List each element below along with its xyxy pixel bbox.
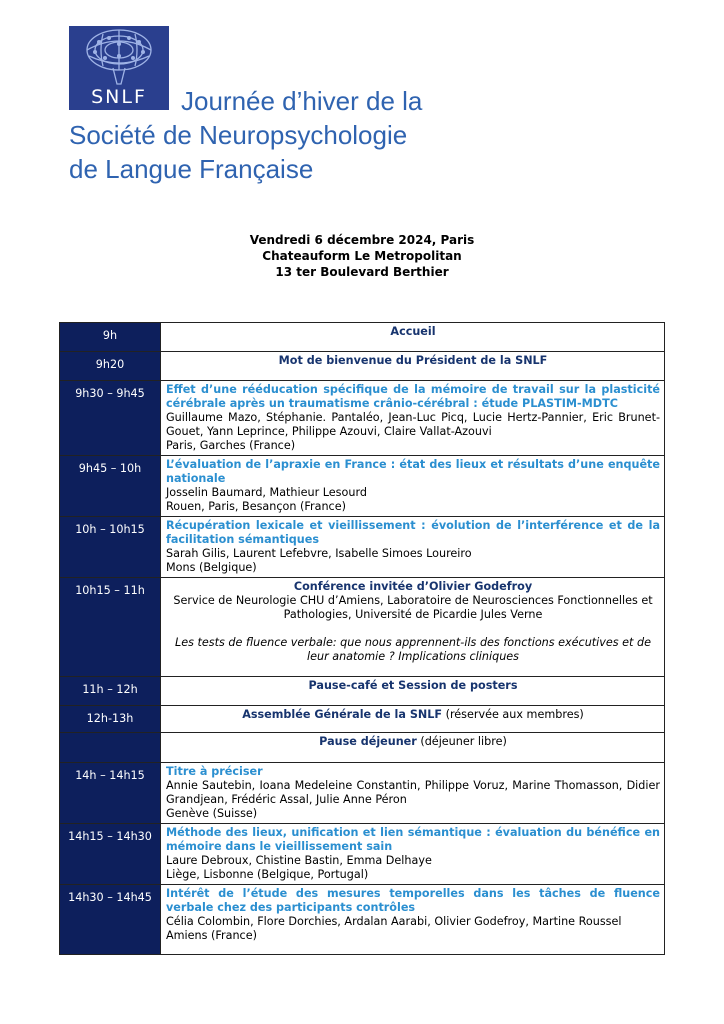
row-heading: Assemblée Générale de la SNLF bbox=[242, 708, 443, 721]
row-heading: Accueil bbox=[390, 325, 436, 338]
row-time: 10h15 – 11h bbox=[60, 578, 161, 677]
title-line-2: Société de Neuropsychologie bbox=[69, 120, 408, 150]
talk-location: Genève (Suisse) bbox=[166, 807, 258, 820]
event-info bbox=[0, 232, 724, 280]
program-table bbox=[59, 322, 665, 955]
table-row bbox=[60, 352, 665, 381]
row-time: 14h – 14h15 bbox=[60, 763, 161, 824]
talk-location: Mons (Belgique) bbox=[166, 561, 257, 574]
row-note: (réservée aux membres) bbox=[445, 708, 584, 721]
row-time: 14h30 – 14h45 bbox=[60, 885, 161, 955]
title-line-1: Journée d’hiver de la bbox=[181, 86, 423, 116]
table-row bbox=[60, 323, 665, 352]
talk-title: Intérêt de l’étude des mesures temporelles dans les tâches de fluence verbale chez des participants contrôles bbox=[166, 887, 660, 914]
table-row bbox=[60, 824, 665, 885]
talk-authors: Célia Colombin, Flore Dorchies, Ardalan Aarabi, Olivier Godefroy, Martine Roussel bbox=[166, 915, 622, 928]
talk-location: Amiens (France) bbox=[166, 929, 257, 942]
lecture-title: Les tests de fluence verbale: que nous apprennent-ils des fonctions exécutives et de leur anatomie ? Implications cliniques bbox=[175, 636, 651, 663]
row-heading: Pause déjeuner bbox=[319, 735, 417, 748]
table-row bbox=[60, 517, 665, 578]
event-date: Vendredi 6 décembre 2024, Paris bbox=[249, 233, 475, 247]
table-row bbox=[60, 456, 665, 517]
talk-authors: Annie Sautebin, Ioana Medeleine Constantin, Philippe Voruz, Marine Thomasson, Didier Grandjean, Frédéric Assal, Julie Anne Péron bbox=[166, 779, 660, 806]
row-note: (déjeuner libre) bbox=[420, 735, 507, 748]
row-time: 10h – 10h15 bbox=[60, 517, 161, 578]
talk-title: L’évaluation de l’apraxie en France : état des lieux et résultats d’une enquête nationale bbox=[166, 458, 660, 485]
page-title bbox=[69, 84, 589, 186]
row-time: 12h-13h bbox=[60, 706, 161, 733]
row-time bbox=[60, 733, 161, 763]
title-line-3: de Langue Française bbox=[69, 154, 314, 184]
event-address: 13 ter Boulevard Berthier bbox=[275, 265, 449, 279]
table-row bbox=[60, 733, 665, 763]
table-row bbox=[60, 706, 665, 733]
talk-title: Récupération lexicale et vieillissement : évolution de l’interférence et de la facilitation sémantiques bbox=[166, 519, 660, 546]
table-row bbox=[60, 381, 665, 456]
talk-location: Rouen, Paris, Besançon (France) bbox=[166, 500, 346, 513]
row-time: 9h20 bbox=[60, 352, 161, 381]
talk-title: Méthode des lieux, unification et lien sémantique : évaluation du bénéfice en mémoire dans le vieillissement sain bbox=[166, 826, 660, 853]
talk-location: Paris, Garches (France) bbox=[166, 439, 296, 452]
row-time: 14h15 – 14h30 bbox=[60, 824, 161, 885]
talk-title: Titre à préciser bbox=[166, 765, 263, 778]
talk-location: Liège, Lisbonne (Belgique, Portugal) bbox=[166, 868, 369, 881]
table-row bbox=[60, 677, 665, 706]
talk-authors: Guillaume Mazo, Stéphanie. Pantaléo, Jean-Luc Picq, Lucie Hertz-Pannier, Eric Brunet-Gouet, Yann Leprince, Philippe Azouvi, Claire Vallat-Azouvi bbox=[166, 411, 660, 438]
table-row bbox=[60, 763, 665, 824]
talk-authors: Josselin Baumard, Mathieur Lesourd bbox=[166, 486, 367, 499]
talk-authors: Sarah Gilis, Laurent Lefebvre, Isabelle Simoes Loureiro bbox=[166, 547, 472, 560]
row-time: 9h45 – 10h bbox=[60, 456, 161, 517]
row-time: 9h30 – 9h45 bbox=[60, 381, 161, 456]
talk-authors: Laure Debroux, Chistine Bastin, Emma Delhaye bbox=[166, 854, 432, 867]
row-heading: Conférence invitée d’Olivier Godefroy bbox=[293, 580, 533, 593]
table-row bbox=[60, 578, 665, 677]
row-heading: Mot de bienvenue du Président de la SNLF bbox=[278, 354, 548, 367]
event-venue: Chateauform Le Metropolitan bbox=[262, 249, 462, 263]
talk-title: Effet d’une rééducation spécifique de la mémoire de travail sur la plasticité cérébrale après un traumatisme crânio-cérébral : étude PLASTIM-MDTC bbox=[166, 383, 660, 410]
table-row bbox=[60, 885, 665, 955]
row-heading: Pause-café et Session de posters bbox=[308, 679, 518, 692]
speaker-affiliation: Service de Neurologie CHU d’Amiens, Laboratoire de Neurosciences Fonctionnelles et Pathologies, Université de Picardie Jules Verne bbox=[173, 594, 653, 621]
row-time: 11h – 12h bbox=[60, 677, 161, 706]
logo-text: SNLF bbox=[91, 86, 147, 108]
row-time: 9h bbox=[60, 323, 161, 352]
